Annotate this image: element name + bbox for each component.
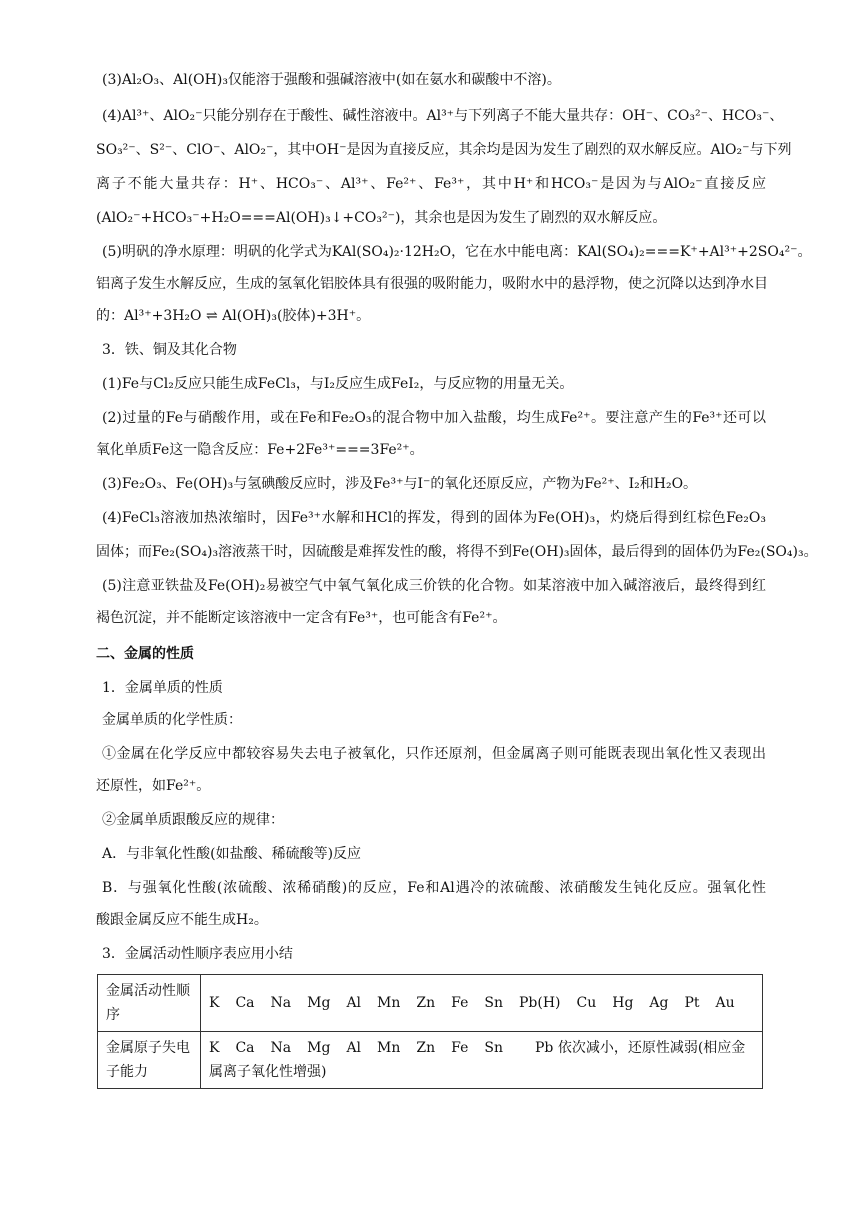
electron-loss-sequence	[201, 1032, 763, 1089]
paragraph-fe-4-line2: 固体；而Fe₂(SO₄)₃溶液蒸干时，因硫酸是难挥发性的酸，将得不到Fe(OH)₃固体，最后得到的固体仍为Fe₂(SO₄)₃。	[96, 544, 818, 560]
paragraph-aluminate-line2: SO₃²⁻、S²⁻、ClO⁻、AlO₂⁻，其中OH⁻是因为直接反应，其余均是因为发生了剧烈的双水解反应。AlO₂⁻与下列	[96, 142, 792, 158]
metal-symbol: Mn	[377, 995, 401, 1011]
paragraph-c2: ②金属单质跟酸反应的规律：	[102, 812, 284, 828]
paragraph-ca: A．与非氧化性酸(如盐酸、稀硫酸等)反应	[102, 846, 362, 862]
heading-iron-copper: 3．铁、铜及其化合物	[102, 342, 237, 358]
metal-symbol: Na	[270, 995, 292, 1011]
metal-symbol: Al	[346, 995, 362, 1011]
metal-symbol: Zn	[416, 995, 436, 1011]
paragraph-aluminate-line4: (AlO₂⁻+HCO₃⁻+H₂O===Al(OH)₃↓+CO₃²⁻)，其余也是因为发生了剧烈的双水解反应。	[96, 210, 667, 226]
metal-symbol: Pt	[684, 995, 700, 1011]
activity-series-table	[97, 974, 763, 1089]
paragraph-chemical-properties: 金属单质的化学性质：	[102, 712, 242, 728]
metal-symbol: K	[209, 995, 220, 1011]
paragraph-alum-line3: 的：Al³⁺+3H₂O ⇌ Al(OH)₃(胶体)+3H⁺。	[96, 308, 371, 324]
metal-symbol: Hg	[612, 995, 634, 1011]
paragraph-fe-2-line2: 氧化单质Fe这一隐含反应：Fe+2Fe³⁺===3Fe²⁺。	[96, 442, 424, 458]
metal-symbol: Sn	[484, 1040, 503, 1056]
heading-activity-series: 3．金属活动性顺序表应用小结	[102, 946, 293, 962]
table-row	[98, 975, 763, 1032]
paragraph-fe-1: (1)Fe与Cl₂反应只能生成FeCl₃，与I₂反应生成FeI₂，与反应物的用量无关。	[102, 376, 574, 392]
metal-symbol: K	[209, 1040, 220, 1056]
metal-symbol: Sn	[484, 995, 503, 1011]
metal-symbol: Fe	[451, 995, 469, 1011]
metal-symbol: Cu	[576, 995, 597, 1011]
metal-symbol: Ca	[235, 1040, 255, 1056]
paragraph-cb-line1: B．与强氧化性酸(浓硫酸、浓稀硝酸)的反应，Fe和Al遇冷的浓硫酸、浓硝酸发生钝化反应。强氧化性	[102, 880, 766, 896]
table-row	[98, 1032, 763, 1089]
paragraph-fe-3: (3)Fe₂O₃、Fe(OH)₃与氢碘酸反应时，涉及Fe³⁺与I⁻的氧化还原反应，产物为Fe²⁺、I₂和H₂O。	[102, 476, 698, 492]
metal-symbol: Fe	[451, 1040, 469, 1056]
metal-symbol: Au	[715, 995, 735, 1011]
paragraph-c1-line2: 还原性，如Fe²⁺。	[96, 778, 211, 794]
activity-sequence	[201, 975, 763, 1032]
paragraph-cb-line2: 酸跟金属反应不能生成H₂。	[96, 912, 268, 928]
paragraph-alumina: (3)Al₂O₃、Al(OH)₃仅能溶于强酸和强碱溶液中(如在氨水和碳酸中不溶)。	[102, 72, 561, 88]
electron-loss-note: Pb 依次减小，还原性减弱(相应金属离子氧化性增强)	[209, 1040, 746, 1080]
metal-symbol: Mn	[377, 1040, 401, 1056]
section-heading-metal-properties: 二、金属的性质	[96, 646, 194, 662]
metal-symbol: Na	[270, 1040, 292, 1056]
metal-symbol: Al	[346, 1040, 362, 1056]
paragraph-fe-2-line1: (2)过量的Fe与硝酸作用，或在Fe和Fe₂O₃的混合物中加入盐酸，均生成Fe²⁺。要注意产生的Fe³⁺还可以	[102, 410, 766, 426]
paragraph-aluminate-line1: (4)Al³⁺、AlO₂⁻只能分别存在于酸性、碱性溶液中。Al³⁺与下列离子不能大量共存：OH⁻、CO₃²⁻、HCO₃⁻、	[102, 108, 784, 124]
metal-symbol: Mg	[307, 1040, 331, 1056]
row-header-electron-loss: 金属原子失电子能力	[98, 1032, 201, 1089]
metal-symbol: Zn	[416, 1040, 436, 1056]
paragraph-fe-4-line1: (4)FeCl₃溶液加热浓缩时，因Fe³⁺水解和HCl的挥发，得到的固体为Fe(OH)₃，灼烧后得到红棕色Fe₂O₃	[102, 510, 766, 526]
metal-symbol: Ag	[649, 995, 669, 1011]
paragraph-alum-line2: 铝离子发生水解反应，生成的氢氧化铝胶体具有很强的吸附能力，吸附水中的悬浮物，使之沉降以达到净水目	[96, 276, 768, 292]
metal-symbol: Mg	[307, 995, 331, 1011]
paragraph-alum-line1: (5)明矾的净水原理：明矾的化学式为KAl(SO₄)₂·12H₂O，它在水中能电离：KAl(SO₄)₂===K⁺+Al³⁺+2SO₄²⁻。	[102, 244, 812, 260]
heading-metal-elements: 1．金属单质的性质	[102, 680, 223, 696]
row-header-activity: 金属活动性顺序	[98, 975, 201, 1032]
metal-symbol: Pb(H)	[518, 995, 561, 1011]
paragraph-fe-5-line2: 褐色沉淀，并不能断定该溶液中一定含有Fe³⁺，也可能含有Fe²⁺。	[96, 610, 507, 626]
metal-symbol: Ca	[235, 995, 255, 1011]
paragraph-c1-line1: ①金属在化学反应中都较容易失去电子被氧化，只作还原剂，但金属离子则可能既表现出氧化性又表现出	[102, 746, 766, 762]
paragraph-aluminate-line3: 离子不能大量共存：H⁺、HCO₃⁻、Al³⁺、Fe²⁺、Fe³⁺，其中H⁺和HCO₃⁻是因为与AlO₂⁻直接反应	[96, 176, 766, 192]
paragraph-fe-5-line1: (5)注意亚铁盐及Fe(OH)₂易被空气中氧气氧化成三价铁的化合物。如某溶液中加入碱溶液后，最终得到红	[102, 578, 766, 594]
